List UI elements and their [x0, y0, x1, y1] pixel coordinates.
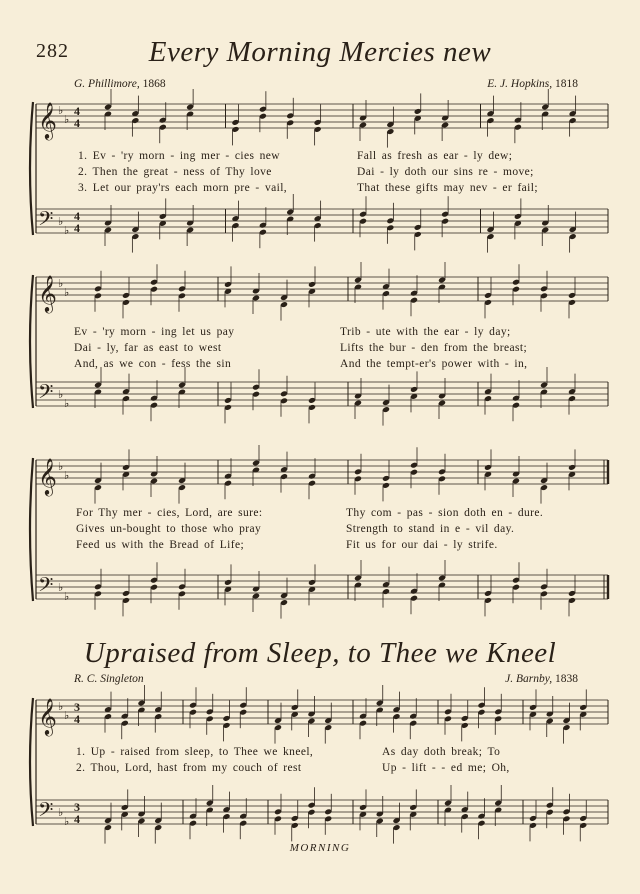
verse-line: Trib - ute with the ear - ly day; — [340, 326, 511, 338]
composer-year: 1818 — [555, 78, 578, 90]
flat-sign-icon: ♭ — [64, 113, 70, 126]
time-signature: 3 — [74, 800, 80, 814]
flat-sign-icon: ♭ — [58, 581, 64, 594]
verse-line: And, as we con - fess the sin — [74, 358, 232, 370]
time-signature: 4 — [74, 712, 80, 726]
verse-line: Fit us for our dai - ly strife. — [346, 539, 498, 551]
verse-line: Fall as fresh as ear - ly dew; — [357, 150, 513, 162]
flat-sign-icon: ♭ — [58, 700, 64, 713]
verse-line: 2. Then the great - ness of Thy love — [78, 166, 272, 178]
verse-line: Feed us with the Bread of Life; — [76, 539, 245, 551]
verse-line: As day doth break; To — [382, 746, 501, 758]
poet-year: 1868 — [142, 78, 166, 90]
verse-line: 1. Up - raised from sleep, to Thee we kneel, — [76, 746, 314, 758]
flat-sign-icon: ♭ — [64, 709, 70, 722]
time-signature: 4 — [74, 209, 80, 223]
verse-line: Dai - ly doth our sins re - move; — [357, 166, 534, 178]
verse-line: Ev - 'ry morn - ing let us pay — [74, 326, 235, 338]
time-signature: 3 — [74, 700, 80, 714]
treble-clef-icon: 𝄞 — [38, 457, 57, 495]
bass-clef-icon: 𝄢 — [38, 798, 54, 826]
staff-brace — [30, 275, 33, 408]
composer-credit — [505, 673, 578, 685]
flat-sign-icon: ♭ — [64, 286, 70, 299]
composer-credit — [487, 78, 578, 90]
poet-credit — [74, 673, 144, 685]
flat-sign-icon: ♭ — [64, 815, 70, 828]
verse-line: Up - lift - - ed me; Oh, — [382, 762, 510, 774]
time-signature: 4 — [74, 116, 80, 130]
hymn-title: Upraised from Sleep, to Thee we Kneel — [83, 637, 557, 669]
verse-line: That these gifts may nev - er fail; — [357, 182, 538, 194]
verse-line: 3. Let our pray'rs each morn pre - vail, — [78, 182, 288, 194]
poet-name: G. Phillimore, — [74, 78, 140, 90]
flat-sign-icon: ♭ — [64, 224, 70, 237]
flat-sign-icon: ♭ — [64, 590, 70, 603]
staff-brace — [30, 698, 33, 826]
time-signature: 4 — [74, 812, 80, 826]
flat-sign-icon: ♭ — [58, 806, 64, 819]
flat-sign-icon: ♭ — [64, 469, 70, 482]
verse-line: For Thy mer - cies, Lord, are sure: — [76, 507, 263, 519]
poet-credit — [74, 78, 166, 90]
treble-clef-icon: 𝄞 — [38, 697, 57, 735]
hymn-title: Every Morning Mercies new — [148, 36, 492, 68]
page-number: 282 — [36, 40, 69, 62]
flat-sign-icon: ♭ — [58, 104, 64, 117]
bass-clef-icon: 𝄢 — [38, 207, 54, 235]
composer-year: 1838 — [555, 673, 578, 685]
staff-brace — [30, 102, 33, 235]
flat-sign-icon: ♭ — [58, 388, 64, 401]
treble-clef-icon: 𝄞 — [38, 274, 57, 312]
flat-sign-icon: ♭ — [58, 215, 64, 228]
flat-sign-icon: ♭ — [58, 460, 64, 473]
time-signature: 4 — [74, 104, 80, 118]
bass-clef-icon: 𝄢 — [38, 573, 54, 601]
time-signature: 4 — [74, 221, 80, 235]
composer-name: J. Barnby, — [505, 673, 553, 685]
verse-line: Lifts the bur - den from the breast; — [340, 342, 528, 354]
verse-line: And the tempt-er's power with - in, — [340, 358, 528, 370]
staff-brace — [30, 458, 33, 601]
verse-line: 1. Ev - 'ry morn - ing mer - cies new — [78, 150, 280, 162]
verse-line: Dai - ly, far as east to west — [74, 342, 222, 354]
poet-name: R. C. Singleton — [74, 673, 144, 685]
flat-sign-icon: ♭ — [58, 277, 64, 290]
composer-name: E. J. Hopkins, — [487, 78, 553, 90]
treble-clef-icon: 𝄞 — [38, 101, 57, 139]
section-label: MORNING — [289, 842, 351, 854]
bass-clef-icon: 𝄢 — [38, 380, 54, 408]
verse-line: 2. Thou, Lord, hast from my couch of rest — [76, 762, 302, 774]
flat-sign-icon: ♭ — [64, 397, 70, 410]
verse-line: Gives un-bought to those who pray — [76, 523, 262, 535]
verse-line: Thy com - pas - sion doth en - dure. — [346, 507, 544, 519]
verse-line: Strength to stand in e - vil day. — [346, 523, 515, 535]
